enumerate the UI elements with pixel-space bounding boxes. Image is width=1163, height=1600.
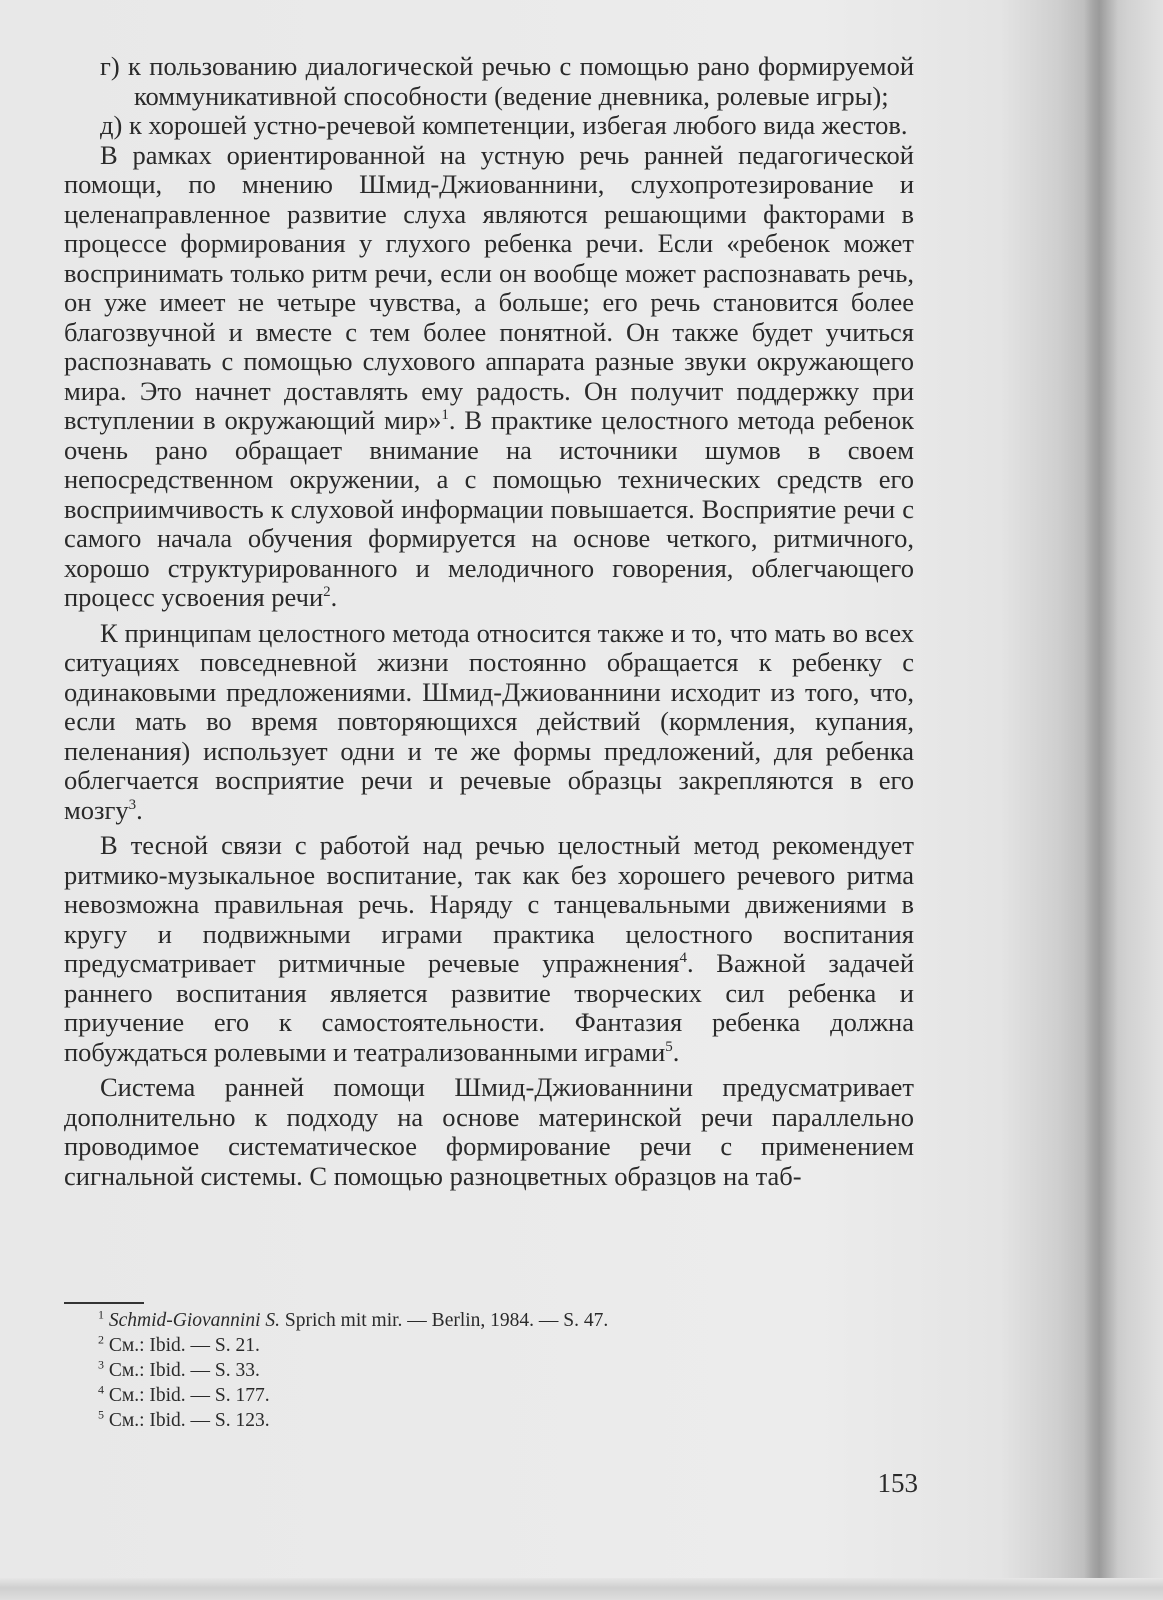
- footnote-text: См.: Ibid. — S. 177.: [108, 1385, 270, 1406]
- footnote-text: См.: Ibid. — S. 21.: [108, 1335, 260, 1356]
- footnotes: [98, 1308, 898, 1433]
- footnote-2: [98, 1333, 898, 1358]
- footnote-number: 4: [98, 1382, 104, 1397]
- footnote-ref: 4: [679, 950, 687, 967]
- footnote-text: Sprich mit mir. — Berlin, 1984. — S. 47.: [280, 1310, 609, 1331]
- footnote-divider: [64, 1302, 144, 1304]
- paragraph-text: Система ранней помощи Шмид-Джиованнини предусматривает дополнительно к подходу на основе материнской речи параллельно проводимое систематическое формирование речи с применением сигнальной системы. С помощью разноцветных образцов на таб-: [64, 1072, 914, 1191]
- paragraph-text: В тесной связи с работой над речью целостный метод рекомендует ритмико-музыкальное воспитание, так как без хорошего речевого ритма невозможна правильная речь. Наряду с танцевальными движениями в кругу и подвижными играми практика целостного воспитания предусматривает ритмичные речевые упражнения: [64, 830, 914, 978]
- list-item-d: [64, 111, 914, 141]
- list-item-g: [64, 52, 914, 111]
- binding-shadow: [1084, 0, 1118, 1600]
- paragraph-3: [64, 831, 914, 1067]
- main-text: [64, 52, 914, 1191]
- footnote-4: [98, 1383, 898, 1408]
- list-text: к хорошей устно-речевой компетенции, избегая любого вида жестов.: [128, 110, 908, 140]
- footnote-number: 2: [98, 1332, 104, 1347]
- paragraph-4: [64, 1073, 914, 1191]
- paragraph-text: . Важной задачей раннего воспитания является развитие творческих сил ребенка и приучение его к самостоятельности. Фантазия ребенка должна побуждаться ролевыми и театрализованными играми: [64, 948, 915, 1067]
- paragraph-text: . В практике целостного метода ребенок очень рано обращает внимание на источники шумов в своем непосредственном окружении, а с помощью технических средств его восприимчивость к слуховой информации повышается. Восприятие речи с самого начала обучения формируется на основе четкого, ритмичного, хорошо структурированного и мелодичного говорения, облегчающего процесс усвоения речи: [64, 405, 914, 612]
- page-number: 153: [877, 1468, 918, 1498]
- list-marker: г): [100, 51, 120, 81]
- footnote-ref: 3: [128, 796, 137, 813]
- footnote-text: См.: Ibid. — S. 123.: [108, 1410, 270, 1431]
- footnote-1: [98, 1308, 898, 1333]
- paragraph-text: .: [672, 1036, 680, 1067]
- footnote-text: См.: Ibid. — S. 33.: [108, 1360, 260, 1381]
- paragraph-text: К принципам целостного метода относится также и то, что мать во всех ситуациях повседневной жизни постоянно обращается к ребенку с одинаковыми предложениями. Шмид-Джиованнини исходит из того, что, если мать во время повторяющихся действий (кормления, купания, пеленания) использует одни и те же формы предложений, для ребенка облегчается восприятие речи и речевые образцы закрепляются в его мозгу: [64, 617, 914, 825]
- footnote-number: 3: [98, 1357, 104, 1372]
- footnote-author: Schmid-Giovannini S.: [108, 1310, 281, 1331]
- list-text: к пользованию диалогической речью с помощью рано формируемой коммуникативной способности (ведение дневника, ролевые игры);: [128, 51, 914, 111]
- footnote-3: [98, 1358, 898, 1383]
- paragraph-text: .: [136, 794, 143, 825]
- footnote-5: [98, 1408, 898, 1433]
- footnote-ref: 5: [665, 1038, 673, 1055]
- paragraph-1: [64, 141, 914, 613]
- paragraph-text: .: [330, 582, 338, 612]
- page-bottom-edge: [0, 1578, 1163, 1600]
- footnote-number: 5: [98, 1407, 104, 1422]
- list-marker: д): [100, 110, 123, 140]
- footnote-number: 1: [98, 1307, 104, 1322]
- paragraph-2: [64, 619, 914, 826]
- paragraph-text: В рамках ориентированной на устную речь ранней педагогической помощи, по мнению Шмид-Джиованнини, слухопротезирование и целенаправленное развитие слуха являются решающими факторами в процессе формирования у глухого ребенка речи. Если «ребенок может воспринимать только ритм речи, если он вообще может распознавать речь, он уже имеет не четыре чувства, а больше; его речь становится более благозвучной и вместе с тем более понятной. Он также будет учиться распознавать с помощью слухового аппарата разные звуки окружающего мира. Это начнет доставлять ему радость. Он получит поддержку при вступлении в окружающий мир»: [64, 139, 914, 435]
- footnote-ref: 2: [323, 584, 331, 601]
- footnote-ref: 1: [441, 407, 449, 424]
